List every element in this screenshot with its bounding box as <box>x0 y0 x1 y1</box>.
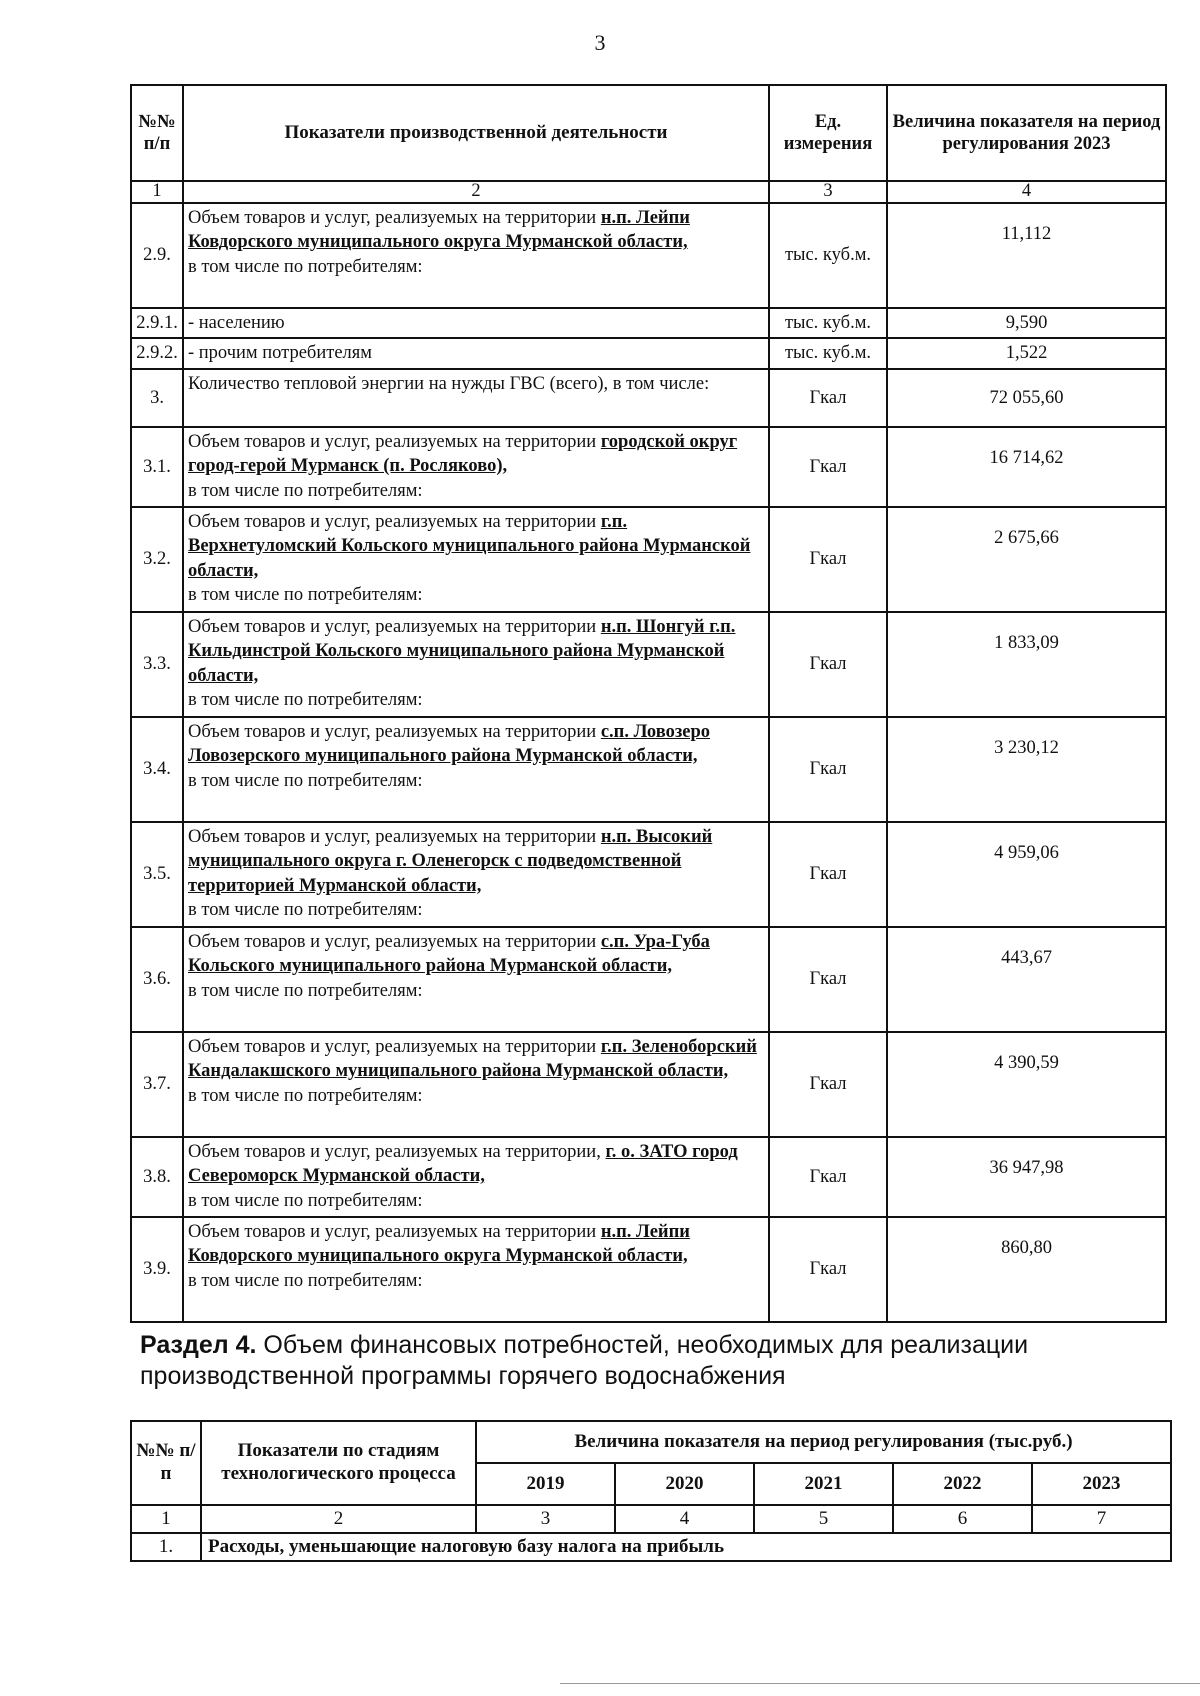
row-number: 3.8. <box>131 1137 183 1217</box>
col-number: 4 <box>887 181 1166 203</box>
column-numbers-row <box>131 181 1166 203</box>
col-number: 7 <box>1032 1505 1171 1533</box>
table-row <box>131 507 1166 612</box>
row-unit: Гкал <box>769 507 887 612</box>
header-year: 2019 <box>476 1463 615 1505</box>
table-row <box>131 1533 1171 1561</box>
row-value: 72 055,60 <box>887 369 1166 427</box>
row-unit: Гкал <box>769 612 887 717</box>
col-number: 4 <box>615 1505 754 1533</box>
territory-name: н.п. Лейпи Ковдорского муниципального округа Мурманской области, <box>188 1221 690 1267</box>
row-tail: в том числе по потребителям: <box>188 480 423 501</box>
header-year: 2021 <box>754 1463 893 1505</box>
territory-name: г. о. ЗАТО город Североморск Мурманской области, <box>188 1141 738 1187</box>
row-number: 3.3. <box>131 612 183 717</box>
row-tail: в том числе по потребителям: <box>188 770 423 791</box>
row-description <box>183 822 769 927</box>
table-row <box>131 369 1166 427</box>
row-description: - прочим потребителям <box>183 338 769 368</box>
col-number: 3 <box>769 181 887 203</box>
row-unit: Гкал <box>769 822 887 927</box>
row-tail: в том числе по потребителям: <box>188 900 423 921</box>
row-unit: Гкал <box>769 1137 887 1217</box>
row-value: 11,112 <box>887 203 1166 308</box>
territory-name: г.п. Верхнетуломский Кольского муниципального района Мурманской области, <box>188 511 751 581</box>
row-unit: Гкал <box>769 369 887 427</box>
row-description: - населению <box>183 308 769 338</box>
col-number: 1 <box>131 181 183 203</box>
header-num: №№ п/п <box>131 85 183 181</box>
row-description <box>183 1137 769 1217</box>
table-row <box>131 717 1166 822</box>
row-unit: тыс. куб.м. <box>769 308 887 338</box>
col-number: 2 <box>183 181 769 203</box>
row-value: 16 714,62 <box>887 427 1166 507</box>
row-tail: в том числе по потребителям: <box>188 690 423 711</box>
row-value: 4 959,06 <box>887 822 1166 927</box>
row-value: 860,80 <box>887 1217 1166 1322</box>
row-description <box>183 507 769 612</box>
table-row <box>131 1032 1166 1137</box>
row-text: Объем товаров и услуг, реализуемых на территории <box>188 931 601 952</box>
row-value: 4 390,59 <box>887 1032 1166 1137</box>
row-number: 3.2. <box>131 507 183 612</box>
row-unit: тыс. куб.м. <box>769 203 887 308</box>
table-row <box>131 203 1166 308</box>
row-number: 3.5. <box>131 822 183 927</box>
section-4-label: Раздел 4. <box>140 1331 257 1359</box>
row-number: 3. <box>131 369 183 427</box>
col-number: 6 <box>893 1505 1032 1533</box>
row-value: 2 675,66 <box>887 507 1166 612</box>
row-tail: в том числе по потребителям: <box>188 1085 423 1106</box>
table-row <box>131 1137 1166 1217</box>
row-tail: в том числе по потребителям: <box>188 980 423 1001</box>
table-row <box>131 1217 1166 1322</box>
row-unit: Гкал <box>769 717 887 822</box>
territory-name: с.п. Ловозеро Ловозерского муниципального района Мурманской области, <box>188 721 711 767</box>
header-year: 2022 <box>893 1463 1032 1505</box>
row-tail: в том числе по потребителям: <box>188 1270 423 1291</box>
row-tail: в том числе по потребителям: <box>188 1190 423 1211</box>
row-number: 3.4. <box>131 717 183 822</box>
row-tail: в том числе по потребителям: <box>188 256 423 277</box>
header-year: 2020 <box>615 1463 754 1505</box>
row-number: 2.9.1. <box>131 308 183 338</box>
page-number: 3 <box>594 30 606 55</box>
header-period: Величина показателя на период регулирования (тыс.руб.) <box>476 1421 1171 1463</box>
row-value: 36 947,98 <box>887 1137 1166 1217</box>
header-num: №№ п/п <box>131 1421 201 1505</box>
section-4-text: Объем финансовых потребностей, необходимых для реализации производственной программы горячего водоснабжения <box>140 1331 1029 1391</box>
row-value: 3 230,12 <box>887 717 1166 822</box>
territory-name: городской округ город-герой Мурманск (п. Росляково), <box>188 431 738 477</box>
row-number: 3.1. <box>131 427 183 507</box>
header-unit: Ед. измерения <box>769 85 887 181</box>
row-description <box>183 1217 769 1322</box>
col-number: 1 <box>131 1505 201 1533</box>
territory-name: н.п. Лейпи Ковдорского муниципального округа Мурманской области, <box>188 208 690 253</box>
col-number: 3 <box>476 1505 615 1533</box>
row-description <box>183 1032 769 1137</box>
territory-name: г.п. Зеленоборский Кандалакшского муниципального района Мурманской области, <box>188 1036 757 1082</box>
territory-name: н.п. Высокий муниципального округа г. Оленегорск с подведомственной территорией Мурманской области, <box>188 826 713 896</box>
row-value: 443,67 <box>887 927 1166 1032</box>
col-number: 2 <box>201 1505 476 1533</box>
row-description <box>183 927 769 1032</box>
row-unit: Гкал <box>769 1217 887 1322</box>
table-row <box>131 612 1166 717</box>
territory-name: с.п. Ура-Губа Кольского муниципального района Мурманской области, <box>188 931 710 977</box>
row-text: Объем товаров и услуг, реализуемых на территории <box>188 208 601 228</box>
table-header-row <box>131 85 1166 181</box>
column-numbers-row <box>131 1505 1171 1533</box>
row-text: Объем товаров и услуг, реализуемых на территории <box>188 1221 601 1242</box>
production-indicators-table <box>130 84 1167 1323</box>
row-text: Объем товаров и услуг, реализуемых на территории <box>188 1036 601 1057</box>
table-row <box>131 822 1166 927</box>
table-row <box>131 927 1166 1032</box>
row-value: 1 833,09 <box>887 612 1166 717</box>
row-description <box>183 717 769 822</box>
row-description: Количество тепловой энергии на нужды ГВС (всего), в том числе: <box>183 369 769 427</box>
row-description <box>183 612 769 717</box>
row-unit: Гкал <box>769 927 887 1032</box>
row-text: Объем товаров и услуг, реализуемых на территории <box>188 431 601 452</box>
row-number: 3.6. <box>131 927 183 1032</box>
header-indicator: Показатели производственной деятельности <box>183 85 769 181</box>
row-text: Объем товаров и услуг, реализуемых на территории <box>188 721 601 742</box>
row-text: Объем товаров и услуг, реализуемых на территории <box>188 826 601 847</box>
row-number: 2.9. <box>131 203 183 308</box>
row-text: Объем товаров и услуг, реализуемых на территории, <box>188 1141 606 1162</box>
col-number: 5 <box>754 1505 893 1533</box>
row-value: 9,590 <box>887 308 1166 338</box>
row-unit: тыс. куб.м. <box>769 338 887 368</box>
row-tail: в том числе по потребителям: <box>188 585 423 606</box>
page-bottom-edge <box>560 1683 1200 1684</box>
table-row <box>131 308 1166 338</box>
row-unit: Гкал <box>769 1032 887 1137</box>
row-unit: Гкал <box>769 427 887 507</box>
row-text: Объем товаров и услуг, реализуемых на территории <box>188 511 601 532</box>
header-year: 2023 <box>1032 1463 1171 1505</box>
row-description <box>183 427 769 507</box>
row-number: 3.9. <box>131 1217 183 1322</box>
table-row <box>131 338 1166 368</box>
section-4-title <box>140 1330 1100 1393</box>
table-header-row <box>131 1421 1171 1463</box>
header-stages: Показатели по стадиям технологического процесса <box>201 1421 476 1505</box>
row-description <box>183 203 769 308</box>
row-number: 3.7. <box>131 1032 183 1137</box>
row-value: 1,522 <box>887 338 1166 368</box>
row-number: 2.9.2. <box>131 338 183 368</box>
row-description: Расходы, уменьшающие налоговую базу налога на прибыль <box>201 1533 1171 1561</box>
table-row <box>131 427 1166 507</box>
financial-needs-table <box>130 1420 1172 1562</box>
territory-name: н.п. Шонгуй г.п. Кильдинстрой Кольского муниципального района Мурманской области, <box>188 616 736 686</box>
row-text: Объем товаров и услуг, реализуемых на территории <box>188 616 601 637</box>
header-value: Величина показателя на период регулирования 2023 <box>887 85 1166 181</box>
row-number: 1. <box>131 1533 201 1561</box>
